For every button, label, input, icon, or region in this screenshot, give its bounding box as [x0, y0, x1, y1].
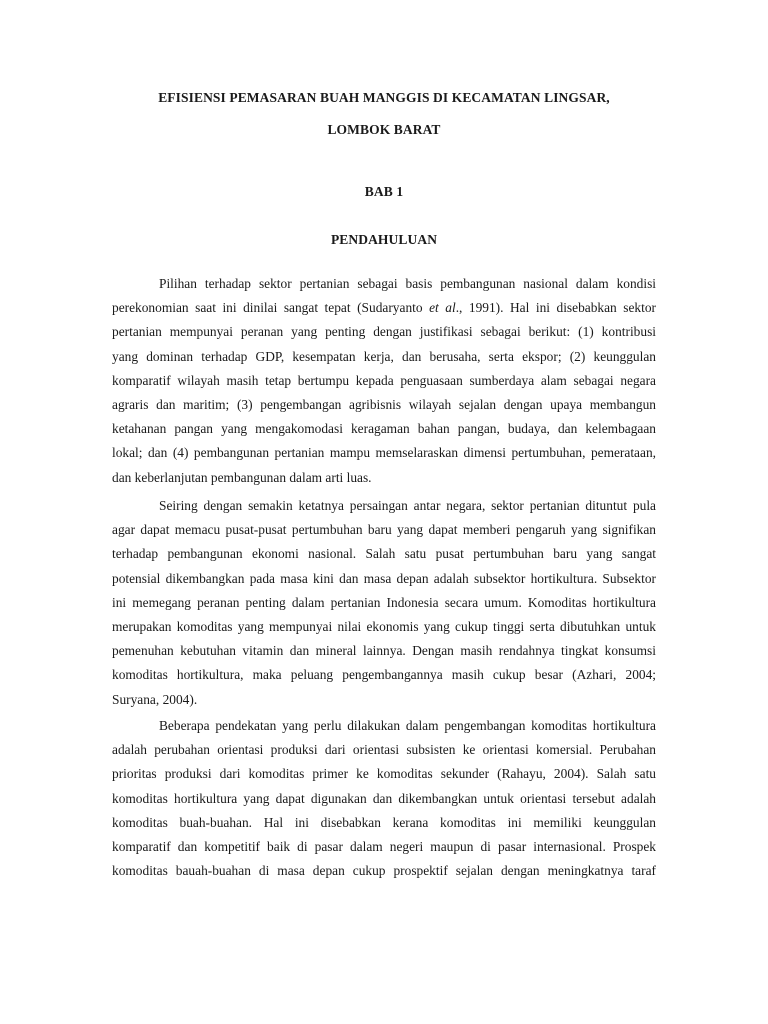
document-title-line-2: LOMBOK BARAT	[327, 122, 441, 137]
paragraph-1	[112, 272, 656, 490]
paragraph-3	[112, 714, 656, 883]
paragraph-line: ini memegang peranan penting dalam pertanian Indonesia secara umum. Komoditas hortikultura	[112, 594, 656, 610]
chapter-heading: BAB 1	[364, 184, 404, 199]
section-heading: PENDAHULUAN	[330, 232, 438, 247]
paragraph-line: komparatif dan kompetitif baik di pasar dalam negeri maupun di pasar internasional. Prospek	[112, 839, 656, 855]
paragraph-line: pemenuhan kebutuhan vitamin dan mineral lainnya. Dengan masih rendahnya tingkat konsumsi	[112, 643, 656, 659]
paragraph-line: merupakan komoditas yang mempunyai nilai ekonomis yang cukup tinggi serta dibutuhkan untuk	[112, 619, 656, 635]
paragraph-line: agar dapat memacu pusat-pusat pertumbuhan baru yang dapat memberi pengaruh yang signifikan	[112, 522, 656, 538]
paragraph-line	[112, 296, 656, 320]
paragraph-line: dan keberlanjutan pembangunan dalam arti luas.	[112, 469, 372, 485]
paragraph-line: komparatif wilayah masih tetap bertumpu kepada penguasaan sumberdaya alam sebagai negara	[112, 372, 656, 388]
paragraph-line: Seiring dengan semakin ketatnya persaingan antar negara, sektor pertanian dituntut pula	[159, 498, 656, 513]
line-text: perekonomian saat ini dinilai sangat tepat (Sudaryanto	[112, 300, 430, 316]
paragraph-line: Pilihan terhadap sektor pertanian sebagai basis pembangunan nasional dalam kondisi	[159, 276, 656, 291]
paragraph-line: komoditas buah-buahan. Hal ini disebabkan kerana komoditas ini memiliki keunggulan	[112, 814, 656, 830]
paragraph-line: potensial dikembangkan pada masa kini dan masa depan adalah subsektor hortikultura. Subsektor	[112, 570, 656, 586]
paragraph-2	[112, 494, 656, 712]
citation-italic: et al	[429, 300, 456, 316]
paragraph-line: komoditas hortikultura, maka peluang pengembangannya masih cukup besar (Azhari, 2004;	[112, 667, 656, 683]
document-title-line-1: EFISIENSI PEMASARAN BUAH MANGGIS DI KECAMATAN LINGSAR,	[158, 90, 610, 105]
paragraph-line: ketahanan pangan yang mengakomodasi keragaman bahan pangan, budaya, dan kelembagaan	[112, 421, 656, 437]
paragraph-line: agraris dan maritim; (3) pengembangan agribisnis wilayah sejalan dengan upaya membangun	[112, 397, 656, 413]
paragraph-line: pertanian mempunyai peranan yang penting dengan justifikasi sebagai berikut: (1) kontribusi	[112, 324, 656, 340]
paragraph-line: yang dominan terhadap GDP, kesempatan kerja, dan berusaha, serta ekspor; (2) keunggulan	[112, 348, 656, 364]
paragraph-line: adalah perubahan orientasi produksi dari orientasi subsisten ke orientasi komersial. Perubahan	[112, 742, 656, 758]
paragraph-line: Suryana, 2004).	[112, 691, 198, 707]
paragraph-line: terhadap pembangunan ekonomi nasional. Salah satu pusat pertumbuhan baru yang sangat	[112, 546, 656, 562]
paragraph-line: komoditas hortikultura yang dapat digunakan dan dikembangkan untuk orientasi tersebut adalah	[112, 790, 656, 806]
paragraph-line: prioritas produksi dari komoditas primer ke komoditas sekunder (Rahayu, 2004). Salah satu	[112, 766, 656, 782]
line-text: ., 1991). Hal ini disebabkan sektor	[455, 300, 656, 316]
paragraph-line: komoditas bauah-buahan di masa depan cukup prospektif sejalan dengan meningkatnya taraf	[112, 863, 656, 879]
paragraph-line: lokal; dan (4) pembangunan pertanian mampu memselaraskan dimensi pertumbuhan, pemerataan,	[112, 445, 656, 461]
paragraph-line: Beberapa pendekatan yang perlu dilakukan dalam pengembangan komoditas hortikultura	[159, 718, 656, 733]
